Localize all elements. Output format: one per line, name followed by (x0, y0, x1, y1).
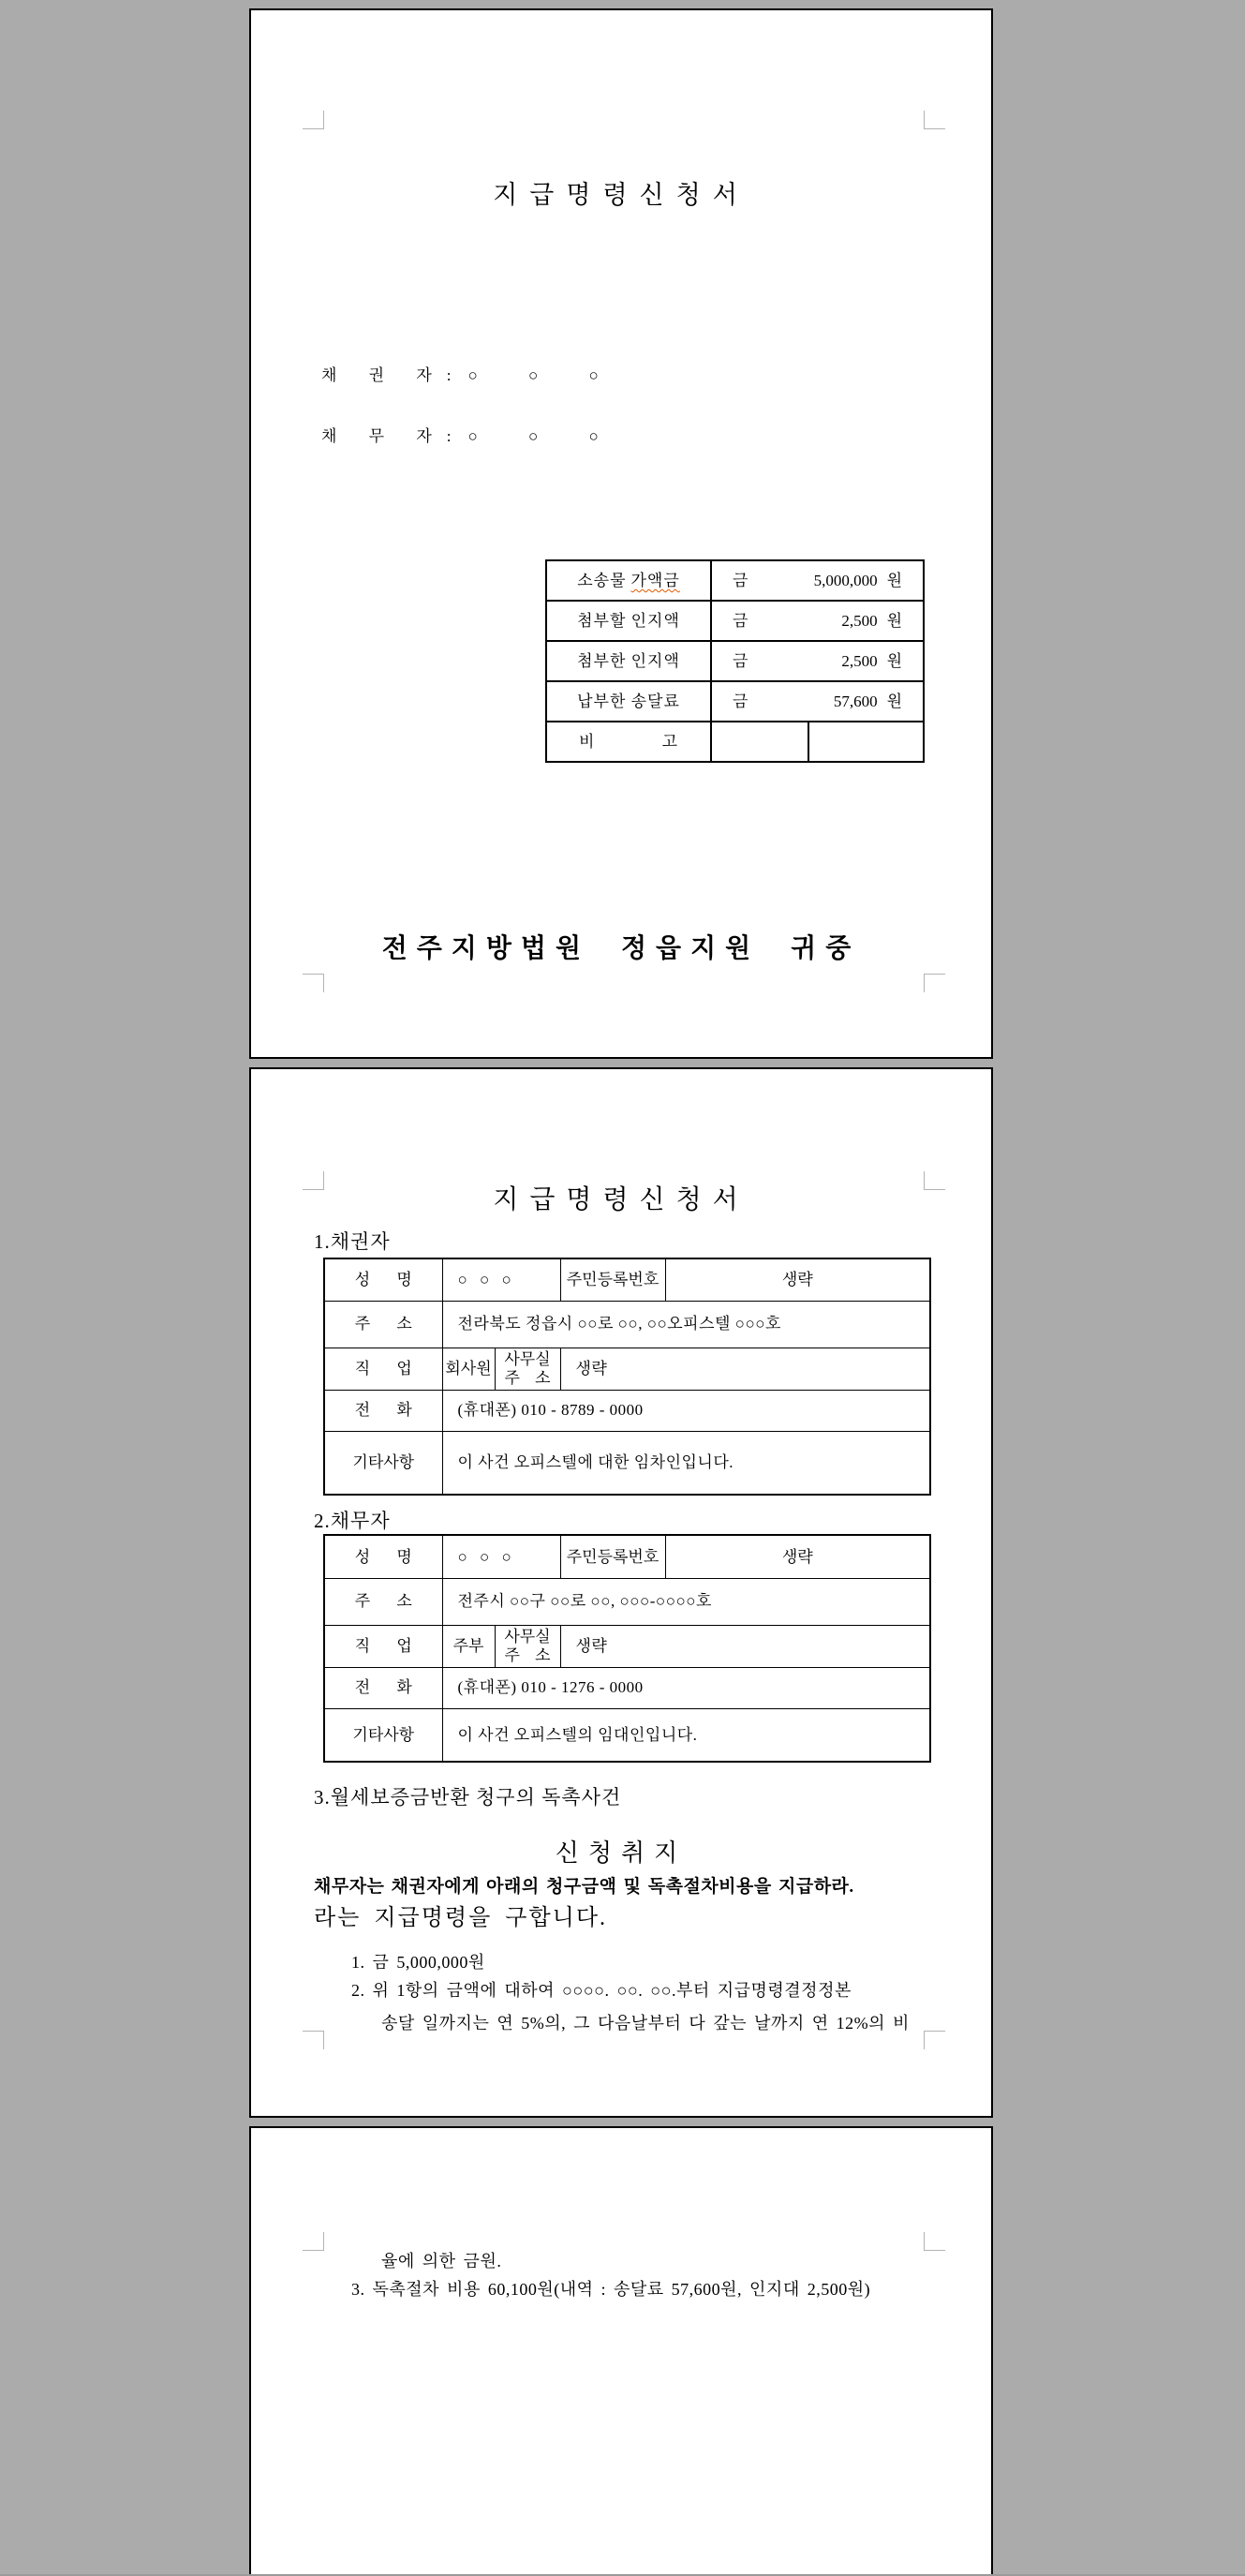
page-3[interactable] (249, 2126, 993, 2576)
address-label-cell: 주 소 (324, 1578, 442, 1625)
claim-item-2-line-2: 송달 일까지는 연 5%의, 그 다음날부터 다 갚는 날까지 연 12%의 비 (381, 2014, 910, 2033)
job-label-cell: 직 업 (324, 1625, 442, 1667)
fee-row-service-fee (546, 681, 924, 722)
fee-row-lawsuit-value (546, 560, 924, 601)
address-label-cell: 주 소 (324, 1301, 442, 1348)
purpose-order-text: 채무자는 채권자에게 아래의 청구금액 및 독촉절차비용을 지급하라. (314, 1877, 854, 1897)
fee-row-stamp-attached (546, 641, 924, 681)
fee-label-plain: 소송물 (577, 571, 627, 589)
debtor-name-placeholder: ○ ○ ○ (467, 427, 600, 445)
phone-label-cell: 전 화 (324, 1390, 442, 1431)
crop-mark-top-left (303, 111, 324, 129)
fee-value-cell (711, 641, 924, 681)
creditor-label: 채 권 자 (321, 366, 434, 384)
creditor-colon: : (446, 366, 453, 384)
remarks-label-cell (546, 722, 711, 762)
page-2[interactable] (249, 1067, 993, 2118)
resident-id-label-cell: 주민등록번호 (560, 1535, 665, 1578)
name-label-cell: 성 명 (324, 1535, 442, 1578)
debtor-phone-row (324, 1667, 930, 1708)
section-heading-creditor: 1.채권자 (314, 1230, 391, 1253)
fee-label-cell: 첨부할 인지액 (546, 601, 711, 641)
crop-mark-bottom-right (924, 974, 945, 992)
fee-row-stamp-due (546, 601, 924, 641)
phone-value-cell: (휴대폰) 010 - 1276 - 0000 (442, 1667, 930, 1708)
page-1[interactable] (249, 8, 993, 1059)
office-address-label-cell (495, 1348, 560, 1390)
fee-label-cell (546, 560, 711, 601)
fee-label-cell: 납부한 송달료 (546, 681, 711, 722)
claim-item-2-line-3: 율에 의한 금원. (381, 2252, 502, 2271)
fee-label-cell: 첨부한 인지액 (546, 641, 711, 681)
phone-value-cell: (휴대폰) 010 - 8789 - 0000 (442, 1390, 930, 1431)
crop-mark-bottom-left (303, 2031, 324, 2049)
creditor-etc-row (324, 1431, 930, 1495)
etc-value-cell: 이 사건 오피스텔의 임대인입니다. (442, 1708, 930, 1762)
fee-amount: 2,500 (841, 651, 878, 670)
office-address-value-cell: 생략 (560, 1625, 930, 1667)
document-title: 지급명령신청서 (493, 181, 749, 209)
resident-id-value-cell: 생략 (665, 1535, 930, 1578)
debtor-address-row (324, 1578, 930, 1625)
remarks-label-left: 비 (579, 732, 596, 751)
etc-label-cell: 기타사항 (324, 1431, 442, 1495)
debtor-name-row (324, 1535, 930, 1578)
resident-id-label-cell: 주민등록번호 (560, 1258, 665, 1301)
currency-suffix: 원 (886, 692, 902, 710)
currency-suffix: 원 (886, 571, 902, 589)
office-address-label-cell (495, 1625, 560, 1667)
resident-id-value-cell: 생략 (665, 1258, 930, 1301)
currency-prefix: 금 (733, 692, 748, 710)
job-value-cell: 회사원 (442, 1348, 495, 1390)
etc-label-cell: 기타사항 (324, 1708, 442, 1762)
currency-prefix: 금 (733, 611, 748, 630)
claim-item-1: 1. 금 5,000,000원 (351, 1953, 485, 1972)
address-value-cell: 전주시 ○○구 ○○로 ○○, ○○○-○○○○호 (442, 1578, 930, 1625)
creditor-address-row (324, 1301, 930, 1348)
name-value-cell: ○ ○ ○ (442, 1535, 560, 1578)
office-label-line1: 사무실 (504, 1350, 551, 1369)
debtor-etc-row (324, 1708, 930, 1762)
job-value-cell: 주부 (442, 1625, 495, 1667)
remarks-empty-cell (808, 722, 924, 762)
fee-label-spellchecked: 가액금 (630, 571, 680, 589)
purpose-closing-text: 라는 지급명령을 구합니다. (314, 1906, 608, 1930)
fee-amount: 57,600 (833, 692, 878, 710)
creditor-name-row (324, 1258, 930, 1301)
job-label-cell: 직 업 (324, 1348, 442, 1390)
fee-value-cell (711, 601, 924, 641)
creditor-job-row (324, 1348, 930, 1390)
crop-mark-bottom-right (924, 2031, 945, 2049)
office-label-line1: 사무실 (504, 1628, 551, 1646)
section-heading-debtor: 2.채무자 (314, 1510, 391, 1532)
creditor-name-placeholder: ○ ○ ○ (467, 366, 600, 384)
currency-suffix: 원 (886, 611, 902, 630)
court-address-line: 전주지방법원 정읍지원 귀중 (381, 934, 861, 963)
crop-mark-top-right (924, 111, 945, 129)
claim-item-2-line-1: 2. 위 1항의 금액에 대하여 ○○○○. ○○. ○○.부터 지급명령결정정본 (351, 1981, 852, 2000)
crop-mark-bottom-left (303, 974, 324, 992)
address-value-cell: 전라북도 정읍시 ○○로 ○○, ○○오피스텔 ○○○호 (442, 1301, 930, 1348)
creditor-info-table (323, 1258, 931, 1496)
etc-value-cell: 이 사건 오피스텔에 대한 임차인입니다. (442, 1431, 930, 1495)
section-heading-case: 3.월세보증금반환 청구의 독촉사건 (314, 1786, 622, 1809)
debtor-line (321, 426, 600, 446)
debtor-info-table (323, 1534, 931, 1763)
claim-item-3: 3. 독촉절차 비용 60,100원(내역 : 송달료 57,600원, 인지대 2,500원) (351, 2280, 871, 2299)
currency-suffix: 원 (886, 651, 902, 670)
creditor-phone-row (324, 1390, 930, 1431)
fee-amount: 2,500 (841, 611, 878, 630)
purpose-heading: 신청취지 (555, 1839, 688, 1867)
currency-prefix: 금 (733, 571, 748, 589)
name-label-cell: 성 명 (324, 1258, 442, 1301)
remarks-label-right: 고 (661, 732, 678, 751)
remarks-empty-cell (711, 722, 808, 762)
crop-mark-top-right (924, 2232, 945, 2251)
fee-amount: 5,000,000 (813, 571, 878, 589)
debtor-label: 채 무 자 (321, 427, 434, 445)
document-title: 지급명령신청서 (493, 1185, 749, 1214)
office-label-line2: 주 소 (504, 1645, 551, 1664)
debtor-colon: : (446, 427, 453, 445)
crop-mark-top-left (303, 2232, 324, 2251)
fee-value-cell (711, 560, 924, 601)
phone-label-cell: 전 화 (324, 1667, 442, 1708)
debtor-job-row (324, 1625, 930, 1667)
creditor-line (321, 365, 600, 385)
fee-row-remarks (546, 722, 924, 762)
currency-prefix: 금 (733, 651, 748, 670)
fee-summary-table (545, 559, 925, 763)
office-label-line2: 주 소 (504, 1368, 551, 1387)
office-address-value-cell: 생략 (560, 1348, 930, 1390)
name-value-cell: ○ ○ ○ (442, 1258, 560, 1301)
fee-value-cell (711, 681, 924, 722)
